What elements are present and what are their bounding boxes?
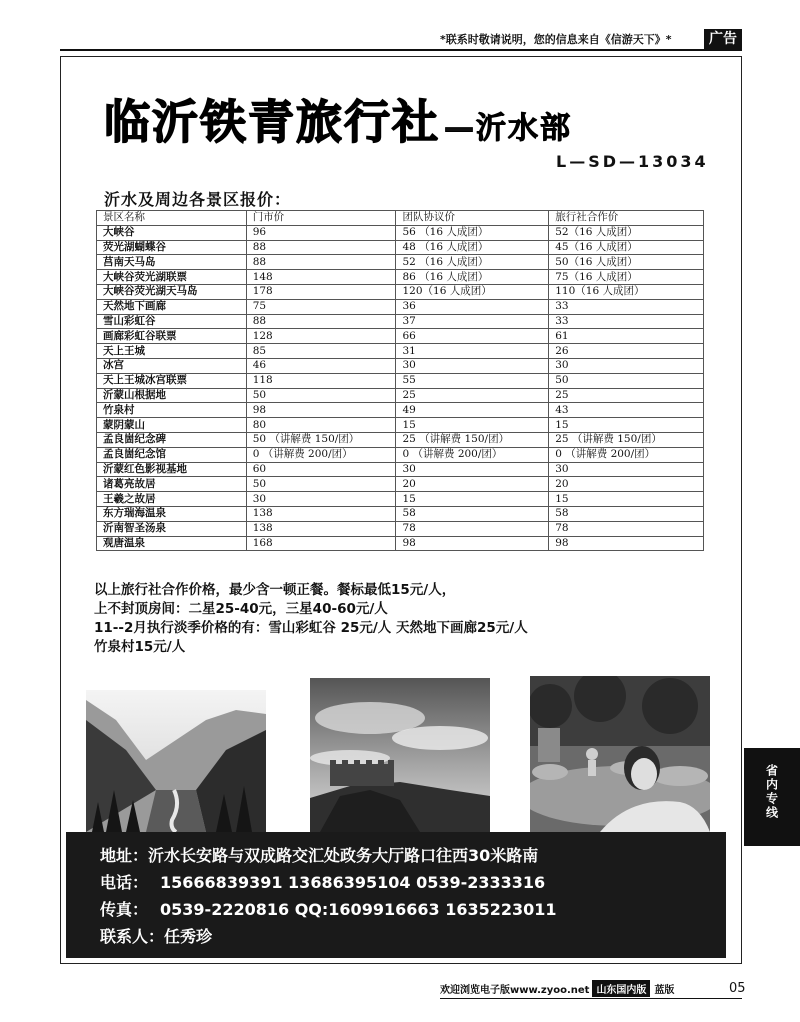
retail-price: 46 — [246, 358, 396, 373]
retail-price: 128 — [246, 329, 396, 344]
phone-label: 电话： — [100, 873, 149, 892]
scenic-spot-name: 孟良崮纪念碑 — [97, 432, 247, 447]
table-row — [97, 536, 704, 551]
group-price: 20 — [396, 477, 549, 492]
contact-box — [66, 832, 726, 958]
retail-price: 88 — [246, 240, 396, 255]
table-row — [97, 329, 704, 344]
agency-price: 50（16 人成团） — [549, 255, 704, 270]
scenic-spot-name: 画廊彩虹谷联票 — [97, 329, 247, 344]
price-notes — [94, 581, 528, 657]
scenic-spot-name: 诸葛亮故居 — [97, 477, 247, 492]
table-row — [97, 373, 704, 388]
group-price: 25 （讲解费 150/团） — [396, 432, 549, 447]
group-price: 58 — [396, 506, 549, 521]
group-price: 30 — [396, 462, 549, 477]
column-header: 团队协议价 — [396, 211, 549, 226]
note-line: 以上旅行社合作价格，最少含一顿正餐。餐标最低15元/人， — [94, 582, 456, 598]
footer — [440, 979, 674, 997]
table-row — [97, 358, 704, 373]
agency-price: 75（16 人成团） — [549, 270, 704, 285]
hilltop-fortress-photo — [310, 678, 490, 832]
scenic-spot-name: 蒙阴蒙山 — [97, 418, 247, 433]
scenic-spot-name: 大峡谷荧光湖联票 — [97, 270, 247, 285]
branch-name: —沂水部 — [444, 111, 572, 146]
license-number: L—SD—13034 — [556, 152, 709, 171]
agency-price: 20 — [549, 477, 704, 492]
scenic-spot-name: 沂南智圣汤泉 — [97, 521, 247, 536]
phone-line — [100, 869, 726, 896]
table-header-row — [97, 211, 704, 226]
table-row — [97, 403, 704, 418]
color-version: 蓝版 — [654, 984, 675, 996]
table-row — [97, 492, 704, 507]
note-line: 竹泉村15元/人 — [94, 639, 186, 655]
note-line: 上不封顶房间：二星25-40元，三星40-60元/人 — [94, 601, 388, 617]
agency-price: 61 — [549, 329, 704, 344]
agency-price: 15 — [549, 492, 704, 507]
retail-price: 138 — [246, 521, 396, 536]
group-price: 78 — [396, 521, 549, 536]
table-row — [97, 477, 704, 492]
retail-price: 88 — [246, 255, 396, 270]
group-price: 49 — [396, 403, 549, 418]
agency-price: 110（16 人成团） — [549, 284, 704, 299]
bottom-rule — [440, 998, 742, 999]
table-row — [97, 418, 704, 433]
group-price: 15 — [396, 492, 549, 507]
scenic-spot-name: 大峡谷荧光湖天马岛 — [97, 284, 247, 299]
group-price: 52 （16 人成团） — [396, 255, 549, 270]
retail-price: 85 — [246, 344, 396, 359]
group-price: 25 — [396, 388, 549, 403]
agency-price: 25 — [549, 388, 704, 403]
retail-price: 96 — [246, 225, 396, 240]
retail-price: 60 — [246, 462, 396, 477]
price-table — [96, 210, 704, 551]
agency-price: 15 — [549, 418, 704, 433]
scenic-spot-name: 沂蒙红色影视基地 — [97, 462, 247, 477]
agency-price: 58 — [549, 506, 704, 521]
scenic-spot-name: 沂蒙山根据地 — [97, 388, 247, 403]
scenic-spot-name: 竹泉村 — [97, 403, 247, 418]
retail-price: 138 — [246, 506, 396, 521]
agency-price: 50 — [549, 373, 704, 388]
agency-name: 临沂铁青旅行社 — [104, 95, 440, 149]
scenic-spot-name: 东方瑞海温泉 — [97, 506, 247, 521]
group-price: 98 — [396, 536, 549, 551]
table-row — [97, 270, 704, 285]
agency-price: 0 （讲解费 200/团） — [549, 447, 704, 462]
section-side-tab — [744, 748, 800, 846]
group-price: 31 — [396, 344, 549, 359]
agency-price: 26 — [549, 344, 704, 359]
group-price: 48 （16 人成团） — [396, 240, 549, 255]
top-rule — [60, 49, 742, 51]
agency-price: 43 — [549, 403, 704, 418]
scenic-spot-name: 大峡谷 — [97, 225, 247, 240]
retail-price: 50 — [246, 388, 396, 403]
retail-price: 30 — [246, 492, 396, 507]
agency-price: 52（16 人成团） — [549, 225, 704, 240]
scenic-spot-name: 冰宫 — [97, 358, 247, 373]
retail-price: 178 — [246, 284, 396, 299]
section-heading: 沂水及周边各景区报价： — [104, 190, 292, 209]
table-row — [97, 344, 704, 359]
agency-price: 30 — [549, 462, 704, 477]
table-row — [97, 225, 704, 240]
fax-line — [100, 896, 726, 923]
group-price: 0 （讲解费 200/团） — [396, 447, 549, 462]
retail-price: 148 — [246, 270, 396, 285]
page-number: 05 — [729, 981, 746, 996]
table-row — [97, 462, 704, 477]
retail-price: 50 — [246, 477, 396, 492]
agency-title — [104, 86, 572, 152]
group-price: 120（16 人成团） — [396, 284, 549, 299]
table-row — [97, 432, 704, 447]
scenic-spot-name: 王羲之故居 — [97, 492, 247, 507]
side-tab-label: 省内专线 — [764, 764, 779, 820]
retail-price: 98 — [246, 403, 396, 418]
retail-price: 50 （讲解费 150/团） — [246, 432, 396, 447]
retail-price: 168 — [246, 536, 396, 551]
note-line: 11--2月执行淡季价格的有：雪山彩虹谷 25元/人 天然地下画廊25元/人 — [94, 620, 528, 636]
agency-price: 33 — [549, 299, 704, 314]
retail-price: 88 — [246, 314, 396, 329]
table-row — [97, 240, 704, 255]
table-row — [97, 506, 704, 521]
source-disclaimer: *联系时敬请说明，您的信息来自《信游天下》* — [440, 33, 672, 46]
price-table-body — [97, 225, 704, 551]
scenic-spot-name: 天上王城 — [97, 344, 247, 359]
scenic-spot-name: 雪山彩虹谷 — [97, 314, 247, 329]
agency-price: 33 — [549, 314, 704, 329]
retail-price: 118 — [246, 373, 396, 388]
edition-badge: 山东国内版 — [592, 980, 650, 997]
agency-price: 25 （讲解费 150/团） — [549, 432, 704, 447]
table-row — [97, 521, 704, 536]
agency-price: 45（16 人成团） — [549, 240, 704, 255]
retail-price: 75 — [246, 299, 396, 314]
agency-price: 78 — [549, 521, 704, 536]
table-row — [97, 284, 704, 299]
table-row — [97, 388, 704, 403]
group-price: 86 （16 人成团） — [396, 270, 549, 285]
retail-price: 0 （讲解费 200/团） — [246, 447, 396, 462]
column-header: 景区名称 — [97, 211, 247, 226]
group-price: 55 — [396, 373, 549, 388]
column-header: 旅行社合作价 — [549, 211, 704, 226]
table-row — [97, 255, 704, 270]
group-price: 37 — [396, 314, 549, 329]
agency-price: 30 — [549, 358, 704, 373]
retail-price: 80 — [246, 418, 396, 433]
table-row — [97, 299, 704, 314]
group-price: 15 — [396, 418, 549, 433]
hot-spring-photo — [530, 676, 710, 832]
mountain-valley-photo — [86, 690, 266, 832]
column-header: 门市价 — [246, 211, 396, 226]
scenic-spot-name: 莒南天马岛 — [97, 255, 247, 270]
phone-numbers[interactable]: 15666839391 13686395104 0539-2333316 — [160, 873, 546, 892]
scenic-spot-name: 天然地下画廊 — [97, 299, 247, 314]
group-price: 56 （16 人成团） — [396, 225, 549, 240]
contact-person: 联系人：任秀珍 — [100, 927, 213, 946]
scenic-spot-name: 荧光湖蝴蝶谷 — [97, 240, 247, 255]
fax-qq-numbers[interactable]: 0539-2220816 QQ:1609916663 1635223011 — [160, 900, 557, 919]
fax-label: 传真： — [100, 900, 149, 919]
group-price: 66 — [396, 329, 549, 344]
table-row — [97, 447, 704, 462]
address: 地址：沂水长安路与双成路交汇处政务大厅路口往西30米路南 — [100, 846, 539, 865]
scenic-spot-name: 孟良崮纪念馆 — [97, 447, 247, 462]
group-price: 36 — [396, 299, 549, 314]
group-price: 30 — [396, 358, 549, 373]
ad-tag: 广告 — [704, 29, 742, 49]
footer-welcome[interactable]: 欢迎浏览电子版www.zyoo.net — [440, 984, 590, 996]
scenic-spot-name: 观唐温泉 — [97, 536, 247, 551]
table-row — [97, 314, 704, 329]
agency-price: 98 — [549, 536, 704, 551]
scenic-spot-name: 天上王城冰宫联票 — [97, 373, 247, 388]
